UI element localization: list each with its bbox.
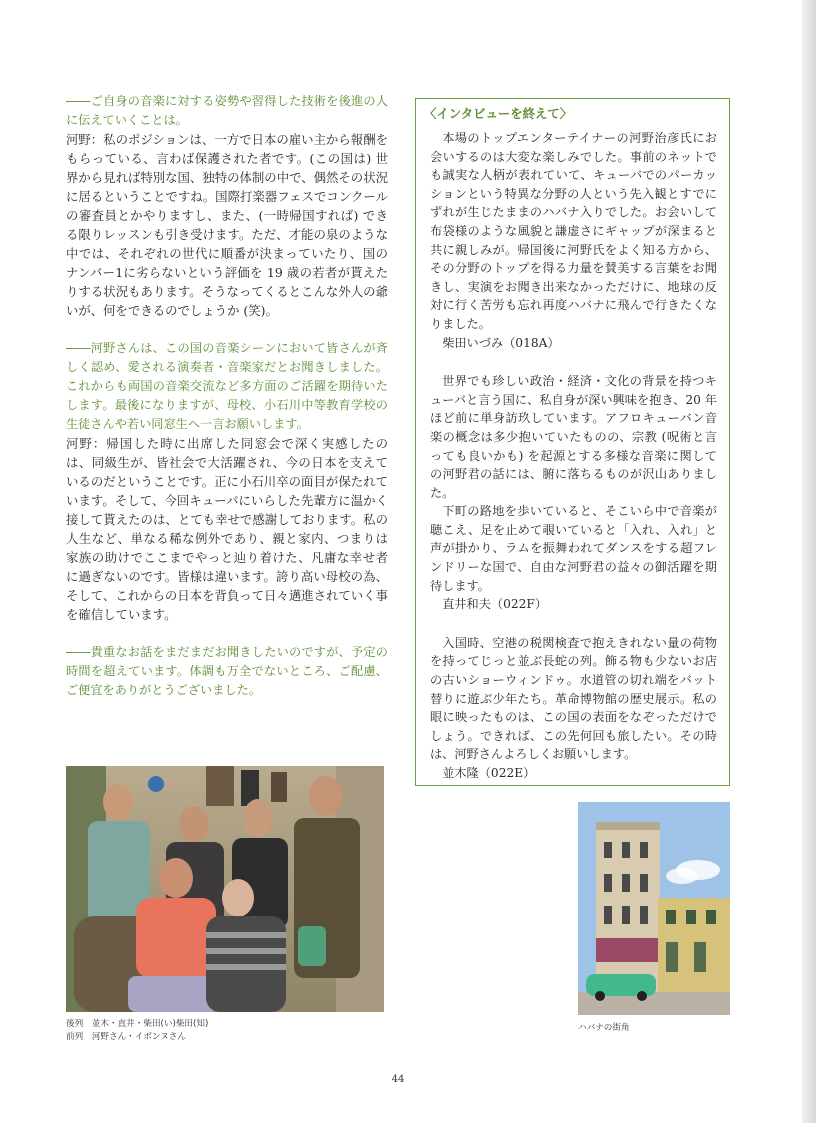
group-photo xyxy=(66,766,384,1012)
caption-front-row: 前列 河野さん・イボンヌさん xyxy=(66,1032,186,1042)
entry-shibata xyxy=(430,129,717,352)
page-edge-shadow xyxy=(802,0,816,1123)
group-photo-caption xyxy=(66,1018,384,1044)
entry-naoi-text-2: 下町の路地を歩いていると、そこいら中で音楽が聴こえ、足を止めて覗いていると「入れ、入れ」と声が掛かり、ラムを振舞われてダンスをする超フレンドリーな国で、自由な河野君の益々の御活躍を期待します。 xyxy=(430,504,717,593)
entry-naoi-signature: 直井和夫（022F） xyxy=(442,597,548,612)
entry-namiki-signature: 並木隆（022E） xyxy=(442,766,536,780)
question-3: ――貴重なお話をまだまだお聞きしたいのですが、予定の時間を超えています。体調も万全でないところ、ご配慮、ご便宜をありがとうございました。 xyxy=(66,645,388,697)
street-photo-image xyxy=(578,802,730,1015)
group-photo-image xyxy=(66,766,384,1012)
question-2: ――河野さんは、この国の音楽シーンにおいて皆さんが斉しく認め、愛される演奏者・音楽家だとお聞きしました。これからも両国の音楽交流など多方面のご活躍を期待いたします。最後になりますが、母校、小石川中等教育学校の生徒さんや若い同窓生へ一言お願いします。 xyxy=(66,341,388,431)
street-photo-caption: ハバナの街角 xyxy=(578,1023,630,1033)
entry-naoi xyxy=(430,372,717,614)
entry-namiki xyxy=(430,634,717,783)
question-1: ――ご自身の音楽に対する姿勢や習得した技術を後進の人に伝えていくことは。 xyxy=(66,94,388,127)
entry-namiki-text: 入国時、空港の税関検査で抱えきれない量の荷物を持ってじっと並ぶ長蛇の列。飾る物も少ないお店の古いショーウィンドゥ。水道管の切れ端をバット替りに遊ぶ少年たち。革命博物館の歴史展示。私の眼に映ったものは、この国の表面をなぞっただけでしょう。できれば、この先何回も旅したい。その時は、河野さんよろしくお願いします。 xyxy=(430,635,717,762)
box-title: 〈インタビューを終えて〉 xyxy=(424,106,573,121)
answer-1: 河野：私のポジションは、一方で日本の雇い主から報酬をもらっている、言わば保護された者です。(この国は) 世界から見れば特別な国、独特の体制の中で、偶然その状況に居るということですね。国際打楽器フェスでコンクールの審査員とかやりますし、また、(一時帰国すれば) できる限りレッスンも引き受けます。ただ、才能の泉のような中では、それぞれの世代に順番が決まっていたり、国のナンバー1に劣らないという評価を 19 歳の若者が貰えたりする状況もあります。そうなってくるとこんな外人の爺いが、何をできるのでしょうか (笑)。 xyxy=(66,132,388,318)
entry-shibata-text: 本場のトップエンターテイナーの河野治彦氏にお会いするのは大変な楽しみでした。事前のネットでも誠実な人柄が表れていて、キューバでのパーカッションという特異な分野の人という先入観とすでにずれが生じたままのハバナ入りでした。お会いして布袋様のような風貌と謙虚さにギャップが深まると共に親しみが。帰国後に河野氏をよく知る方から、その分野のトップを得る力量を賛美する言葉をお聞きし、実演をお聞き出来なかっただけに、地球の反対に行く苦労も忘れ再度ハバナに飛んで行きたくなりました。 xyxy=(430,131,717,331)
entry-naoi-text-1: 世界でも珍しい政治・経済・文化の背景を持つキューバと言う国に、私自身が深い興味を抱き、20 年ほど前に単身訪玖しています。アフロキューバン音楽の概念は多少抱いていたものの、宗教 (呪術と言っても良いかも) を起源とする多様な音楽に関しての河野君の話には、腑に落ちるものが沢山ありました。 xyxy=(430,374,717,500)
caption-back-row: 後列 並木・直井・柴田(い)柴田(知) xyxy=(66,1019,209,1029)
after-interview-box xyxy=(415,98,730,786)
entry-shibata-signature: 柴田いづみ（018A） xyxy=(442,335,560,350)
interview-main-column xyxy=(66,92,388,700)
answer-2: 河野：帰国した時に出席した同窓会で深く実感したのは、同級生が、皆社会で大活躍され、今の日本を支えているのだということです。正に小石川卒の面目が保たれています。そして、今回キューバにいらした先輩方に温かく接して貰えたのは、とても幸せで感謝しております。私の人生など、単なる稀な例外であり、親と家内、つまりは家族の助けでここまでやっと辿り着けた、凡庸な幸せ者に過ぎないのです。皆様は違います。誇り高い母校の為、そして、これからの日本を背負って日々邁進されていく事を確信しています。 xyxy=(66,436,388,622)
street-photo xyxy=(578,802,730,1015)
page-number: 44 xyxy=(391,1074,405,1085)
